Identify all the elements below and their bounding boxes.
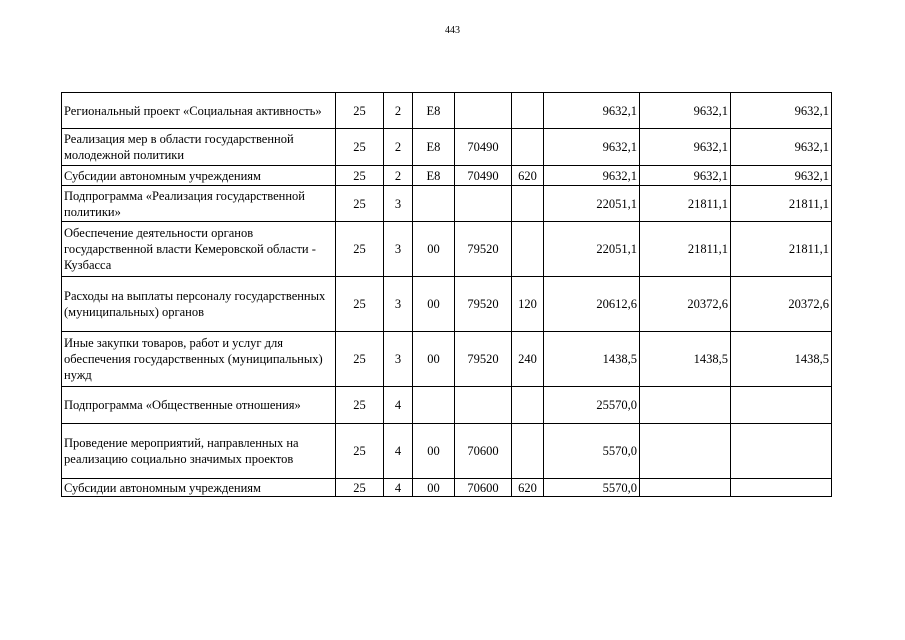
subsection-code: 3 bbox=[384, 222, 413, 277]
program-code: 00 bbox=[413, 332, 455, 387]
program-code: 00 bbox=[413, 424, 455, 479]
amount-year-1: 22051,1 bbox=[544, 186, 640, 222]
program-code bbox=[413, 186, 455, 222]
subsection-code: 2 bbox=[384, 93, 413, 129]
program-code: 00 bbox=[413, 222, 455, 277]
section-code: 25 bbox=[336, 424, 384, 479]
direction-code: 70600 bbox=[455, 424, 512, 479]
page-number: 443 bbox=[445, 25, 460, 36]
table-row bbox=[62, 479, 832, 497]
row-name: Реализация мер в области государственной молодежной политики bbox=[62, 129, 336, 166]
table-row bbox=[62, 129, 832, 166]
direction-code bbox=[455, 387, 512, 424]
table-row bbox=[62, 93, 832, 129]
amount-year-2: 20372,6 bbox=[640, 277, 731, 332]
direction-code: 79520 bbox=[455, 222, 512, 277]
row-name: Региональный проект «Социальная активность» bbox=[62, 93, 336, 129]
amount-year-2 bbox=[640, 479, 731, 497]
subsection-code: 3 bbox=[384, 332, 413, 387]
budget-table bbox=[61, 92, 832, 497]
section-code: 25 bbox=[336, 186, 384, 222]
amount-year-3: 9632,1 bbox=[731, 166, 832, 186]
section-code: 25 bbox=[336, 387, 384, 424]
row-name: Подпрограмма «Общественные отношения» bbox=[62, 387, 336, 424]
amount-year-2: 9632,1 bbox=[640, 129, 731, 166]
direction-code: 70490 bbox=[455, 129, 512, 166]
expense-type-code bbox=[512, 93, 544, 129]
direction-code bbox=[455, 186, 512, 222]
section-code: 25 bbox=[336, 277, 384, 332]
amount-year-1: 9632,1 bbox=[544, 166, 640, 186]
expense-type-code bbox=[512, 387, 544, 424]
amount-year-2: 9632,1 bbox=[640, 166, 731, 186]
row-name: Субсидии автономным учреждениям bbox=[62, 479, 336, 497]
subsection-code: 2 bbox=[384, 166, 413, 186]
amount-year-1: 9632,1 bbox=[544, 129, 640, 166]
amount-year-1: 1438,5 bbox=[544, 332, 640, 387]
section-code: 25 bbox=[336, 166, 384, 186]
subsection-code: 3 bbox=[384, 277, 413, 332]
direction-code: 70490 bbox=[455, 166, 512, 186]
row-name: Расходы на выплаты персоналу государственных (муниципальных) органов bbox=[62, 277, 336, 332]
section-code: 25 bbox=[336, 332, 384, 387]
amount-year-1: 25570,0 bbox=[544, 387, 640, 424]
amount-year-1: 22051,1 bbox=[544, 222, 640, 277]
subsection-code: 2 bbox=[384, 129, 413, 166]
table-row bbox=[62, 332, 832, 387]
table-row bbox=[62, 186, 832, 222]
table-row bbox=[62, 424, 832, 479]
amount-year-3: 20372,6 bbox=[731, 277, 832, 332]
row-name: Субсидии автономным учреждениям bbox=[62, 166, 336, 186]
row-name: Обеспечение деятельности органов государственной власти Кемеровской области - Кузбасса bbox=[62, 222, 336, 277]
amount-year-3 bbox=[731, 479, 832, 497]
amount-year-1: 5570,0 bbox=[544, 479, 640, 497]
section-code: 25 bbox=[336, 129, 384, 166]
expense-type-code bbox=[512, 424, 544, 479]
expense-type-code: 120 bbox=[512, 277, 544, 332]
row-name: Подпрограмма «Реализация государственной политики» bbox=[62, 186, 336, 222]
table-row bbox=[62, 277, 832, 332]
expense-type-code bbox=[512, 222, 544, 277]
expense-type-code: 620 bbox=[512, 479, 544, 497]
amount-year-2: 1438,5 bbox=[640, 332, 731, 387]
expense-type-code bbox=[512, 129, 544, 166]
direction-code bbox=[455, 93, 512, 129]
row-name: Проведение мероприятий, направленных на реализацию социально значимых проектов bbox=[62, 424, 336, 479]
direction-code: 79520 bbox=[455, 277, 512, 332]
amount-year-1: 5570,0 bbox=[544, 424, 640, 479]
program-code: 00 bbox=[413, 479, 455, 497]
expense-type-code: 240 bbox=[512, 332, 544, 387]
section-code: 25 bbox=[336, 222, 384, 277]
section-code: 25 bbox=[336, 93, 384, 129]
program-code: Е8 bbox=[413, 129, 455, 166]
subsection-code: 4 bbox=[384, 424, 413, 479]
program-code bbox=[413, 387, 455, 424]
amount-year-1: 9632,1 bbox=[544, 93, 640, 129]
amount-year-2: 21811,1 bbox=[640, 186, 731, 222]
amount-year-3 bbox=[731, 424, 832, 479]
amount-year-2: 9632,1 bbox=[640, 93, 731, 129]
expense-type-code bbox=[512, 186, 544, 222]
program-code: Е8 bbox=[413, 93, 455, 129]
amount-year-3: 21811,1 bbox=[731, 186, 832, 222]
direction-code: 70600 bbox=[455, 479, 512, 497]
subsection-code: 4 bbox=[384, 387, 413, 424]
amount-year-1: 20612,6 bbox=[544, 277, 640, 332]
subsection-code: 4 bbox=[384, 479, 413, 497]
amount-year-2: 21811,1 bbox=[640, 222, 731, 277]
row-name: Иные закупки товаров, работ и услуг для обеспечения государственных (муниципальных) нужд bbox=[62, 332, 336, 387]
program-code: 00 bbox=[413, 277, 455, 332]
table-row bbox=[62, 222, 832, 277]
direction-code: 79520 bbox=[455, 332, 512, 387]
amount-year-3: 21811,1 bbox=[731, 222, 832, 277]
table-row bbox=[62, 166, 832, 186]
section-code: 25 bbox=[336, 479, 384, 497]
amount-year-3: 9632,1 bbox=[731, 93, 832, 129]
amount-year-3: 9632,1 bbox=[731, 129, 832, 166]
amount-year-2 bbox=[640, 424, 731, 479]
amount-year-3 bbox=[731, 387, 832, 424]
amount-year-2 bbox=[640, 387, 731, 424]
expense-type-code: 620 bbox=[512, 166, 544, 186]
table-row bbox=[62, 387, 832, 424]
subsection-code: 3 bbox=[384, 186, 413, 222]
amount-year-3: 1438,5 bbox=[731, 332, 832, 387]
program-code: Е8 bbox=[413, 166, 455, 186]
